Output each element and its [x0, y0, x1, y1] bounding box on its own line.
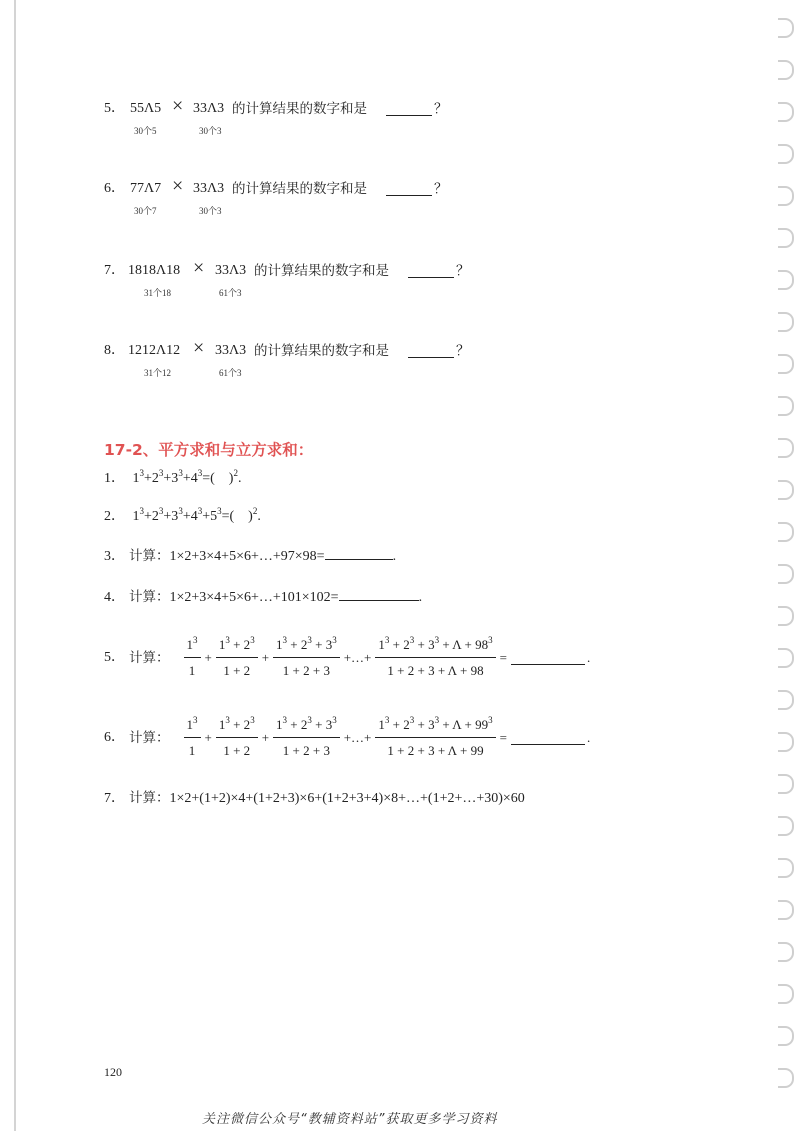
problem-2-2: 2． $1^3+2^3+3^3+4^3+5^3=$( )$^2$.: [104, 506, 261, 524]
item-number: 8．: [104, 343, 125, 358]
count-label-a: 31个12: [144, 368, 172, 378]
question-mark: ？: [434, 181, 448, 197]
number-a: 1212Λ12: [128, 343, 181, 358]
answer-blank: [386, 183, 432, 196]
number-a: 55Λ5: [130, 101, 162, 116]
number-a: 1818Λ18: [128, 263, 181, 278]
count-label-a: 30个7: [134, 206, 157, 216]
answer-blank: [339, 588, 419, 601]
answer-blank: [511, 732, 585, 745]
item-number: 7．: [104, 263, 125, 278]
answer-blank: [325, 547, 393, 560]
problem-2-1: 1． $1^3+2^3+3^3+4^3=$( )$^2$.: [104, 468, 242, 486]
number-b: 33Λ3: [193, 101, 225, 116]
page-number: 120: [104, 1065, 122, 1079]
number-b: 33Λ3: [215, 343, 247, 358]
question-text: 的计算结果的数字和是: [232, 101, 367, 117]
problem-2-5: 5． 计算： $\frac{1^3}{1}$ + $\frac{1^3 + 2^3}{1 + 2}$ + $\frac{1^3 + 2^3 + 3^3}{1 + 2 + 3}$ +…+ $\frac{1^3 + 2^3 + 3^3 + \Lambda + 98^3}{1 + 2 + 3 + \Lambda + 98}$ = .: [104, 635, 591, 678]
times-sign: ×: [172, 175, 184, 197]
times-sign: ×: [193, 257, 205, 279]
fraction-3: $\frac{1^3 + 2^3 + 3^3}{1 + 2 + 3}$: [273, 716, 340, 760]
question-text: 的计算结果的数字和是: [254, 343, 389, 359]
answer-blank: [511, 652, 585, 665]
number-b: 33Λ3: [193, 181, 225, 196]
number-b: 33Λ3: [215, 263, 247, 278]
section-title: 17-2、平方求和与立方求和：: [104, 441, 314, 459]
question-mark: ？: [456, 343, 470, 359]
spiral-binding: [774, 18, 796, 1098]
question-text: 的计算结果的数字和是: [254, 263, 389, 279]
times-sign: ×: [193, 337, 205, 359]
count-label-b: 30个3: [199, 206, 222, 216]
count-label-b: 61个3: [219, 368, 242, 378]
problem-2-4: 4． 计算：1×2+3×4+5×6+…+101×102= .: [104, 589, 423, 605]
answer-blank: [408, 345, 454, 358]
item-number: 6．: [104, 181, 125, 196]
fraction-last: $\frac{1^3 + 2^3 + 3^3 + \Lambda + 98^3}{1 + 2 + 3 + \Lambda + 98}$: [375, 636, 495, 680]
fraction-2: $\frac{1^3 + 2^3}{1 + 2}$: [216, 716, 258, 760]
count-label-b: 30个3: [199, 126, 222, 136]
fraction-1: $\frac{1^3}{1}$: [184, 636, 201, 680]
fraction-last: $\frac{1^3 + 2^3 + 3^3 + \Lambda + 99^3}{1 + 2 + 3 + \Lambda + 99}$: [375, 716, 495, 760]
problem-2-3: 3． 计算：1×2+3×4+5×6+…+97×98= .: [104, 548, 397, 564]
footer-watermark: 关注微信公众号“教辅资料站”获取更多学习资料: [202, 1112, 498, 1127]
question-text: 的计算结果的数字和是: [232, 181, 367, 197]
page-edge: [14, 0, 16, 1131]
answer-blank: [408, 265, 454, 278]
times-sign: ×: [172, 95, 184, 117]
question-mark: ？: [434, 101, 448, 117]
count-label-a: 30个5: [134, 126, 157, 136]
item-number: 5．: [104, 101, 125, 116]
fraction-3: $\frac{1^3 + 2^3 + 3^3}{1 + 2 + 3}$: [273, 636, 340, 680]
answer-blank: [386, 103, 432, 116]
problem-2-7: 7． 计算：1×2+(1+2)×4+(1+2+3)×6+(1+2+3+4)×8+…+(1+2+…+30)×60: [104, 790, 525, 806]
fraction-2: $\frac{1^3 + 2^3}{1 + 2}$: [216, 636, 258, 680]
fraction-1: $\frac{1^3}{1}$: [184, 716, 201, 760]
count-label-a: 31个18: [144, 288, 172, 298]
number-a: 77Λ7: [130, 181, 162, 196]
problem-2-6: 6． 计算： $\frac{1^3}{1}$ + $\frac{1^3 + 2^3}{1 + 2}$ + $\frac{1^3 + 2^3 + 3^3}{1 + 2 + 3}$ +…+ $\frac{1^3 + 2^3 + 3^3 + \Lambda + 99^3}{1 + 2 + 3 + \Lambda + 99}$ = .: [104, 715, 591, 758]
count-label-b: 61个3: [219, 288, 242, 298]
question-mark: ？: [456, 263, 470, 279]
